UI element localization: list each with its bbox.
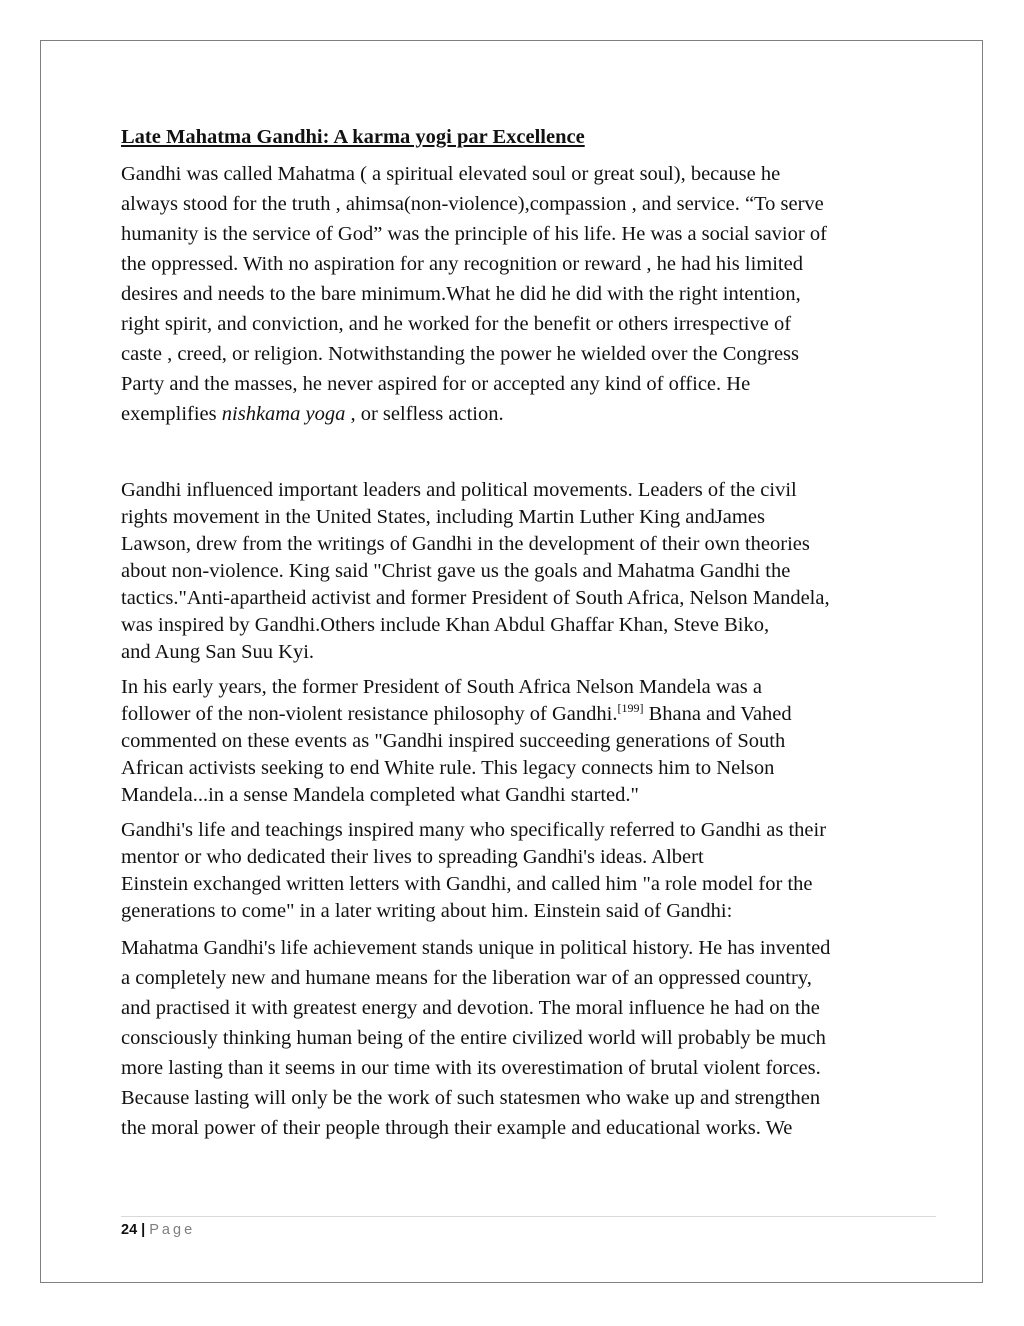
text-line: Mahatma Gandhi's life achievement stands unique in political history. He has invented: [121, 937, 831, 959]
text-fragment: Bhana and Vahed: [643, 703, 792, 725]
paragraph-einstein: [121, 817, 941, 925]
text-line: African activists seeking to end White rule. This legacy connects him to Nelson: [121, 757, 775, 779]
text-line: In his early years, the former President of South Africa Nelson Mandela was a: [121, 676, 763, 698]
page-content: [121, 123, 941, 1143]
italic-term: nishkama yoga: [221, 403, 346, 425]
text-line: Gandhi influenced important leaders and political movements. Leaders of the civil: [121, 479, 797, 501]
text-line: Gandhi was called Mahatma ( a spiritual elevated soul or great soul), because he: [121, 163, 781, 185]
text-line: Lawson, drew from the writings of Gandhi in the development of their own theories: [121, 533, 810, 555]
text-line-last: [121, 399, 941, 429]
text-fragment: , or selfless action.: [345, 403, 504, 425]
paragraph-mandela: [121, 674, 941, 809]
page-label: Page: [149, 1222, 196, 1238]
text-line: humanity is the service of God” was the principle of his life. He was a social savior of: [121, 223, 827, 245]
text-line: Mandela...in a sense Mandela completed what Gandhi started.": [121, 784, 639, 806]
text-line: consciously thinking human being of the entire civilized world will probably be much: [121, 1027, 826, 1049]
text-line: the moral power of their people through their example and educational works. We: [121, 1117, 793, 1139]
text-line: Gandhi's life and teachings inspired many who specifically referred to Gandhi as their: [121, 819, 827, 841]
text-fragment: follower of the non-violent resistance philosophy of Gandhi.: [121, 703, 618, 725]
text-line: caste , creed, or religion. Notwithstanding the power he wielded over the Congress: [121, 343, 800, 365]
text-line: Einstein exchanged written letters with Gandhi, and called him "a role model for the: [121, 873, 813, 895]
page-number: 24: [121, 1222, 138, 1238]
footer-separator: |: [141, 1222, 146, 1238]
text-line: mentor or who dedicated their lives to spreading Gandhi's ideas. Albert: [121, 846, 704, 868]
text-line: always stood for the truth , ahimsa(non-violence),compassion , and service. “To serve: [121, 193, 824, 215]
citation-superscript: [199]: [617, 701, 644, 716]
paragraph-gandhi-mahatma: [121, 159, 941, 429]
text-line: a completely new and humane means for the liberation war of an oppressed country,: [121, 967, 812, 989]
text-line: rights movement in the United States, including Martin Luther King andJames: [121, 506, 765, 528]
paragraph-influence: [121, 477, 941, 666]
text-line: about non-violence. King said "Christ gave us the goals and Mahatma Gandhi the: [121, 560, 791, 582]
text-fragment: exemplifies: [121, 403, 222, 425]
section-heading: Late Mahatma Gandhi: A karma yogi par Excellence: [121, 126, 585, 148]
text-line: desires and needs to the bare minimum.What he did he did with the right intention,: [121, 283, 801, 305]
text-line: right spirit, and conviction, and he worked for the benefit or others irrespective of: [121, 313, 792, 335]
text-line: more lasting than it seems in our time with its overestimation of brutal violent forces.: [121, 1057, 821, 1079]
text-line: tactics."Anti-apartheid activist and former President of South Africa, Nelson Mandela,: [121, 587, 830, 609]
paragraph-einstein-quote: [121, 933, 941, 1143]
footer-divider: [121, 1216, 936, 1217]
text-line: commented on these events as "Gandhi inspired succeeding generations of South: [121, 730, 786, 752]
text-line: Because lasting will only be the work of such statesmen who wake up and strengthen: [121, 1087, 821, 1109]
text-line: the oppressed. With no aspiration for any recognition or reward , he had his limited: [121, 253, 803, 275]
text-line: and Aung San Suu Kyi.: [121, 641, 315, 663]
text-line: was inspired by Gandhi.Others include Khan Abdul Ghaffar Khan, Steve Biko,: [121, 614, 770, 636]
text-line: generations to come" in a later writing about him. Einstein said of Gandhi:: [121, 900, 733, 922]
text-line: Party and the masses, he never aspired for or accepted any kind of office. He: [121, 373, 751, 395]
text-line: [121, 701, 941, 728]
page-footer: [121, 1222, 195, 1238]
text-line: and practised it with greatest energy and devotion. The moral influence he had on the: [121, 997, 820, 1019]
